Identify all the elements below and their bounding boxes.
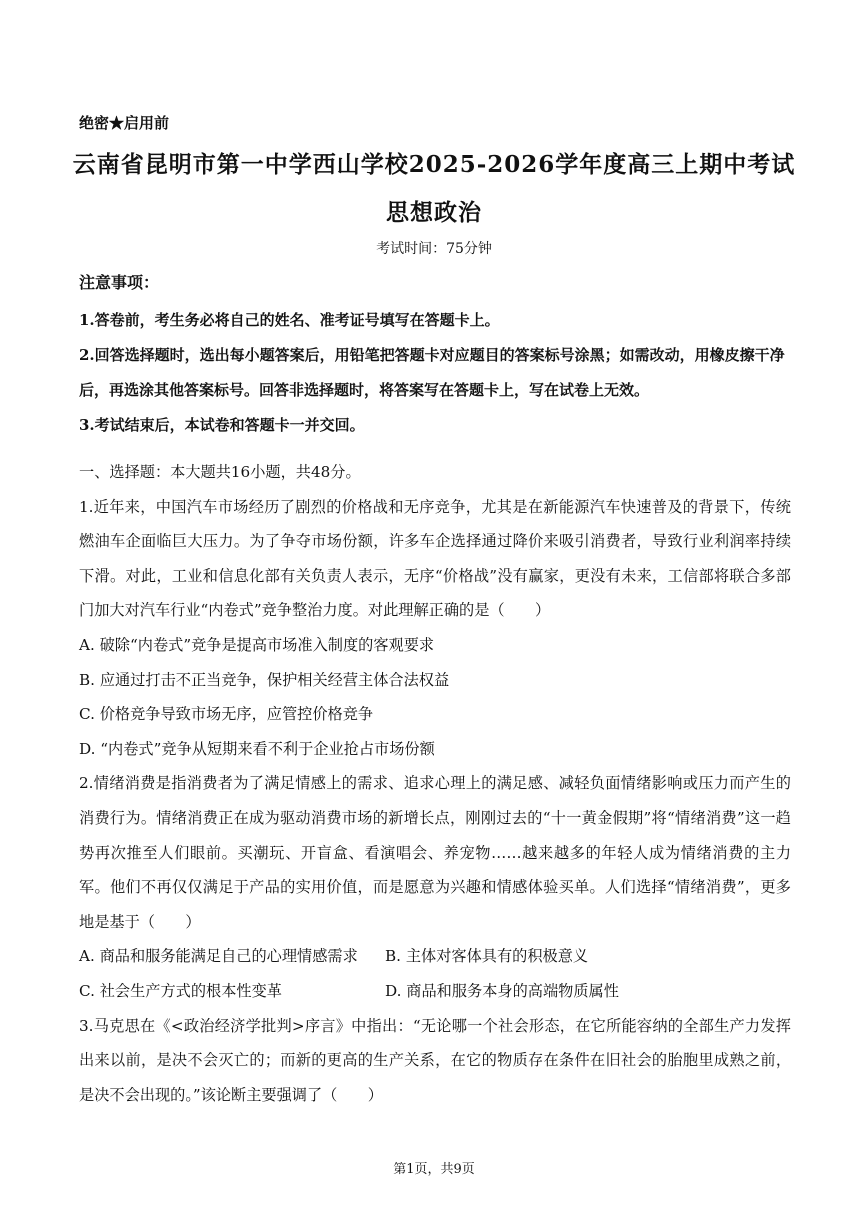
page-footer: 第1页，共9页 — [393, 1162, 475, 1177]
option-b: B. 主体对客体具有的积极意义 — [385, 947, 589, 966]
questions-section — [79, 455, 791, 1112]
option-a: A. 商品和服务能满足自己的心理情感需求 — [79, 947, 358, 966]
note-item: 3.考试结束后，本试卷和答题卡一并交回。 — [79, 416, 365, 434]
option-a: A. 破除“内卷式”竞争是提高市场准入制度的客观要求 — [79, 635, 435, 654]
exam-time: 考试时间：75分钟 — [376, 241, 492, 257]
option-d: D. “内卷式”竞争从短期来看不利于企业抢占市场份额 — [79, 739, 435, 758]
option-c: C. 价格竞争导致市场无序，应管控价格竞争 — [79, 705, 374, 724]
note-item: 1.答卷前，考生务必将自己的姓名、准考证号填写在答题卡上。 — [79, 311, 500, 329]
notes-heading: 注意事项： — [79, 273, 160, 292]
question-stem: 3.马克思在《<政治经济学批判>序言》中指出：“无论哪一个社会形态，在它所能容纳的全部生产力发挥出来以前，是决不会灭亡的；而新的更高的生产关系，在它的物质存在条件在旧社会的胎胞里成熟之前，是决不会出现的。”该论断主要强调了（ ） — [79, 1016, 791, 1104]
question-stem: 2.情绪消费是指消费者为了满足情感上的需求、追求心理上的满足感、减轻负面情绪影响或压力而产生的消费行为。情绪消费正在成为驱动消费市场的新增长点，刚刚过去的“十一黄金假期”将“情绪消费”这一趋势再次推至人们眼前。买潮玩、开盲盒、看演唱会、养宠物……越来越多的年轻人成为情绪消费的主力军。他们不再仅仅满足于产品的实用价值，而是愿意为兴趣和情感体验买单。人们选择“情绪消费”，更多地是基于（ ） — [79, 774, 791, 931]
option-b: B. 应通过打击不正当竞争，保护相关经营主体合法权益 — [79, 670, 450, 689]
exam-title: 云南省昆明市第一中学西山学校2025-2026学年度高三上期中考试 — [72, 151, 796, 178]
option-row — [79, 974, 791, 1009]
option-d: D. 商品和服务本身的高端物质属性 — [385, 981, 619, 1000]
confidential-label: 绝密★启用前 — [79, 114, 170, 132]
question-stem: 1.近年来，中国汽车市场经历了剧烈的价格战和无序竞争，尤其是在新能源汽车快速普及的背景下，传统燃油车企面临巨大压力。为了争夺市场份额，许多车企选择通过降价来吸引消费者，导致行业利润率持续下滑。对此，工业和信息化部有关负责人表示，无序“价格战”没有赢家，更没有未来，工信部将联合多部门加大对汽车行业“内卷式”竞争整治力度。对此理解正确的是（ ） — [79, 497, 791, 620]
option-row — [79, 939, 791, 974]
notes-section — [79, 270, 791, 443]
section-heading: 一、选择题：本大题共16小题，共48分。 — [79, 463, 361, 481]
subject-title: 思想政治 — [386, 199, 482, 226]
option-c: C. 社会生产方式的根本性变革 — [79, 981, 282, 1000]
note-item: 2.回答选择题时，选出每小题答案后，用铅笔把答题卡对应题目的答案标号涂黑；如需改动，用橡皮擦干净后，再选涂其他答案标号。回答非选择题时，将答案写在答题卡上，写在试卷上无效。 — [79, 346, 785, 399]
